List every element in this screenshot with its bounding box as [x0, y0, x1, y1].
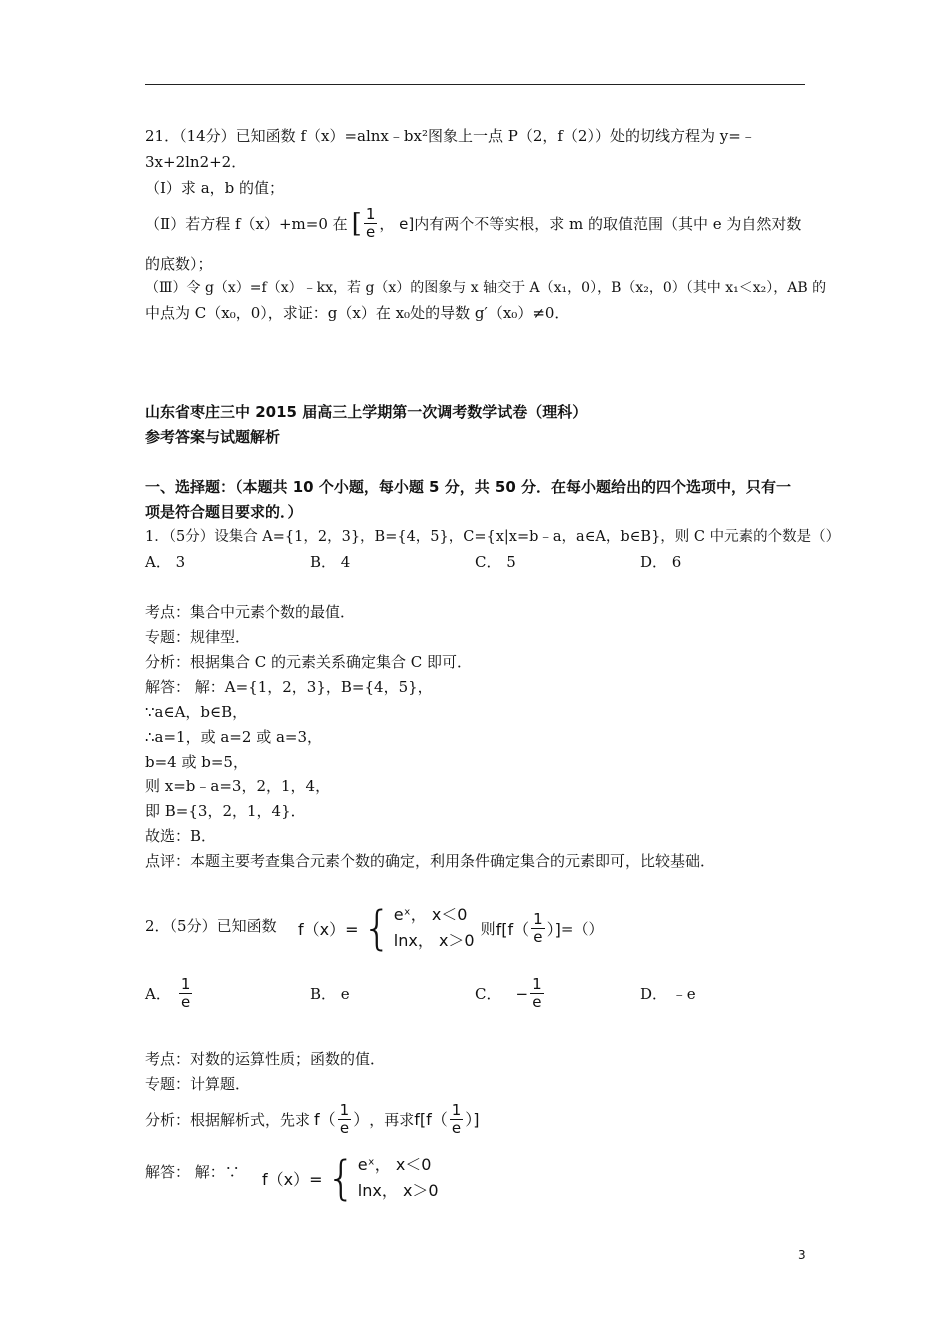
- q2-stem: 2．（5分）已知函数: [145, 917, 277, 935]
- interval-right: ， e]: [379, 214, 415, 233]
- section1-heading-line2: 项是符合题目要求的．）: [145, 503, 303, 521]
- q2-case1: eˣ， x＜0: [393, 905, 468, 924]
- q2-case2: lnx， x＞0: [393, 931, 475, 950]
- q1-step3: b=4 或 b=5，: [145, 753, 248, 771]
- q2-option-a: A． $\frac{1}{e}$: [145, 975, 191, 1011]
- q1-step1: ∵a∈A，b∈B，: [145, 703, 248, 721]
- page-number: 3: [798, 1248, 806, 1262]
- fraction-one-over-e: $\frac{1}{e}$: [365, 205, 376, 241]
- left-brace-icon: {: [362, 901, 392, 955]
- q2-kaodian: 考点：对数的运算性质；函数的值．: [145, 1050, 386, 1068]
- q2-option-d: D． ﹣e: [640, 985, 696, 1003]
- q2-ff-right: ）]: [546, 919, 561, 939]
- q1-option-c: C． 5: [475, 553, 516, 571]
- q1-stem: 1．（5分）设集合 A={1，2，3}，B={4，5}，C={x|x=b﹣a，a∈A，b∈B}，则 C 中元素的个数是（）: [145, 529, 841, 545]
- q2-cases: [394, 902, 475, 954]
- left-brace-icon: {: [326, 1151, 356, 1205]
- q2-option-c: C． − $\frac{1}{e}$: [475, 975, 542, 1011]
- q21-part2-text-b: 内有两个不等实根，求 m 的取值范围（其中 e 为自然对数: [414, 214, 802, 233]
- fraction-one-over-e: $\frac{1}{e}$: [339, 1101, 350, 1137]
- q2-ff-left: f[f（: [495, 919, 530, 939]
- q21-line2: 3x+2ln2+2．: [145, 153, 247, 171]
- q2-then: 则: [480, 919, 496, 938]
- q1-jieda: 解答： 解：A={1，2，3}，B={4，5}，: [145, 678, 433, 696]
- q21-part2-line3: 的底数）；: [145, 255, 213, 273]
- q1-step2: ∴a=1，或 a=2 或 a=3，: [145, 728, 323, 746]
- q1-step4: 则 x=b﹣a=3，2，1，4，: [145, 777, 331, 795]
- q1-step5: 即 B={3，2，1，4}．: [145, 802, 306, 820]
- q2-piecewise-function: [298, 902, 604, 954]
- q21-part2: [145, 206, 801, 241]
- q2-tail: =（）: [560, 919, 604, 938]
- q2-jieda: 解答： 解：∵: [145, 1163, 240, 1181]
- q2-f-label: f（x）=: [298, 919, 359, 939]
- q2-fenxi: 分析：根据解析式，先求 f（ $\frac{1}{e}$ ） ，再求 f[f（ $\frac{1}{e}$ ）]: [145, 1101, 480, 1137]
- q1-zhuanti: 专题：规律型．: [145, 628, 251, 646]
- q2-sol-case1: eˣ， x＜0: [357, 1155, 432, 1174]
- q1-option-a: A． 3: [145, 553, 186, 571]
- q21-part3-line1: （Ⅲ）令 g（x）=f（x）﹣kx，若 g（x）的图象与 x 轴交于 A（x₁，0），B（x₂，0）（其中 x₁＜x₂），AB 的: [145, 280, 827, 296]
- exam-subtitle: 参考答案与试题解析: [145, 428, 281, 446]
- exam-title: 山东省枣庄三中 2015 届高三上学期第一次调考数学试卷（理科）: [145, 403, 588, 421]
- q1-dianping: 点评：本题主要考查集合元素个数的确定，利用条件确定集合的元素即可，比较基础．: [145, 852, 716, 870]
- q1-option-b: B． 4: [310, 553, 351, 571]
- fraction-one-over-e: $\frac{1}{e}$: [532, 975, 542, 1011]
- q2-solution-piecewise: f（x）= { eˣ， x＜0 lnx， x＞0: [262, 1151, 439, 1205]
- q21-part3-line2: 中点为 C（x₀，0），求证：g（x）在 x₀处的导数 g′（x₀）≠0．: [145, 304, 570, 322]
- q1-kaodian: 考点：集合中元素个数的最值．: [145, 603, 356, 621]
- section1-heading-line1: 一、选择题：（本题共 10 个小题，每小题 5 分，共 50 分．在每小题给出的四个选项中，只有一: [145, 478, 792, 496]
- q21-part1: （Ⅰ）求 a，b 的值；: [145, 179, 285, 197]
- q1-option-d: D． 6: [640, 553, 682, 571]
- fraction-one-over-e: $\frac{1}{e}$: [451, 1101, 462, 1137]
- q2-sol-case2: lnx， x＞0: [357, 1181, 439, 1200]
- q2-zhuanti: 专题：计算题．: [145, 1075, 251, 1093]
- fraction-one-over-e: $\frac{1}{e}$: [180, 975, 191, 1011]
- q21-line1: 21．（14分）已知函数 f（x）=alnx﹣bx²图象上一点 P（2，f（2））处的切线方程为 y=﹣: [145, 127, 756, 145]
- interval-left-bracket: [: [351, 208, 362, 239]
- q1-step6: 故选：B．: [145, 827, 217, 845]
- q21-part2-text-a: （Ⅱ）若方程 f（x）+m=0 在: [145, 214, 348, 233]
- q1-fenxi: 分析：根据集合 C 的元素关系确定集合 C 即可．: [145, 653, 473, 671]
- fraction-one-over-e: $\frac{1}{e}$: [533, 909, 543, 946]
- q2-option-b: B． e: [310, 985, 350, 1003]
- header-rule: [145, 84, 805, 85]
